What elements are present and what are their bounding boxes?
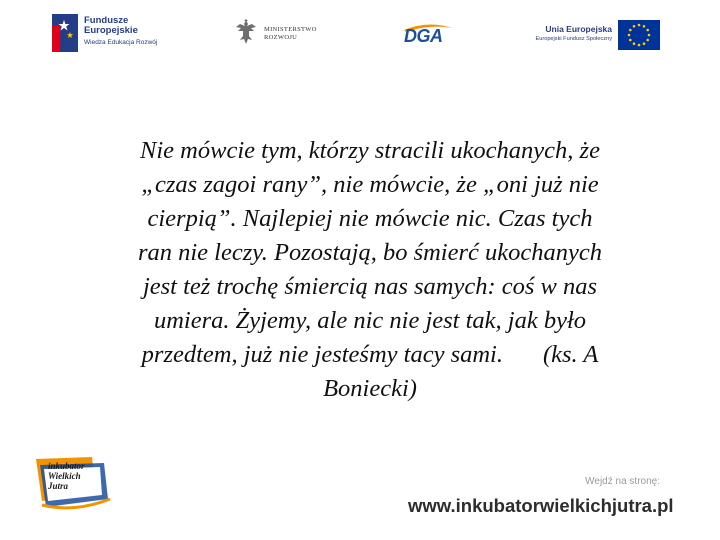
quote-text: [52, 134, 688, 406]
quote-line: jest też trochę śmiercią nas samych: coś w nas: [142, 273, 598, 300]
quote-line: Boniecki): [323, 375, 417, 402]
quote-attribution: (ks. A: [542, 341, 599, 368]
dga-logo: [400, 22, 456, 50]
unia-title: Unia Europejska: [545, 24, 612, 34]
quote-line: przedtem, już nie jesteśmy tacy sami.: [141, 341, 503, 368]
eagle-emblem-icon: [234, 18, 258, 48]
fundusze-subtitle: Wiedza Edukacja Rozwój: [84, 39, 158, 46]
ikw-line-1: inkubator: [48, 461, 85, 471]
quote-line: umiera. Żyjemy, ale nic nie jest tak, jak było: [153, 307, 587, 334]
ministerstwo-rozwoju-logo: [234, 18, 344, 52]
dga-text: DGA: [404, 26, 443, 46]
quote-line: „czas zagoi rany”, nie mówcie, że „oni już nie: [141, 171, 599, 198]
website-block: [408, 476, 674, 517]
fundusze-europejskie-logo: [52, 14, 172, 54]
quote-line: ran nie leczy. Pozostają, bo śmierć ukochanych: [137, 239, 603, 266]
inkubator-wielkich-jutra-logo: [34, 455, 114, 515]
visit-label: Wejdź na stronę:: [585, 476, 660, 487]
fundusze-title-1: Fundusze: [84, 15, 129, 26]
ikw-line-2: Wielkich: [48, 471, 81, 481]
unia-europejska-logo: [524, 16, 664, 54]
quote-line: cierpią”. Najlepiej nie mówcie nic. Czas tych: [147, 205, 593, 232]
ministerstwo-line-2: ROZWOJU: [264, 34, 298, 41]
quote-line: Nie mówcie tym, którzy stracili ukochanych, że: [140, 137, 600, 164]
unia-subtitle: Europejski Fundusz Społeczny: [535, 36, 612, 42]
eu-flag-icon: [618, 20, 660, 50]
logo-bar: [0, 0, 720, 70]
quote-line-with-attribution: [52, 338, 688, 372]
ikw-line-3: Jutra: [48, 481, 69, 491]
website-url-link[interactable]: www.inkubatorwielkichjutra.pl: [408, 495, 674, 516]
fundusze-flag-icon: [52, 14, 78, 52]
fundusze-title-2: Europejskie: [84, 25, 138, 36]
ministerstwo-line-1: MINISTERSTWO: [264, 26, 317, 33]
